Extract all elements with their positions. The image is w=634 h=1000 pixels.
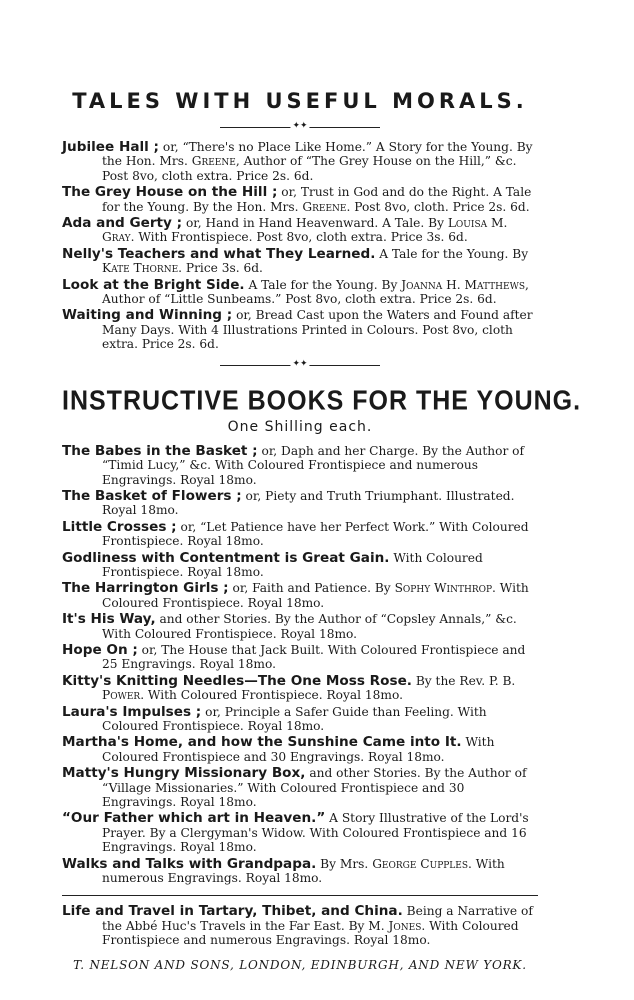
list-item: Hope On ; or, The House that Jack Built. With Coloured Frontispiece and 25 Engravings. Royal 18mo. <box>62 641 526 672</box>
list-item: Waiting and Winning ; or, Bread Cast upon the Waters and Found after Many Days. With 4 Illustrations Printed in Colours. Post 8vo, cloth extra. Price 2s. 6d. <box>62 307 533 352</box>
section-title-tales: TALES WITH USEFUL MORALS. <box>72 89 528 113</box>
list-item: Jubilee Hall ; or, “There's no Place Like Home.” A Story for the Young. By the Hon. Mrs. Greene, Author of “The Grey House on the Hill,” &c. Post 8vo, cloth extra. Price 2s. 6d. <box>62 139 533 183</box>
section-subtitle: One Shilling each. <box>227 418 373 435</box>
section-title-instructive: INSTRUCTIVE BOOKS FOR THE YOUNG. <box>62 384 582 416</box>
list-item: The Babes in the Basket ; or, Daph and her Charge. By the Author of “Timid Lucy,” &c. With Coloured Frontispiece and numerous Engravings. Royal 18mo. <box>62 442 525 487</box>
list-item: Ada and Gerty ; or, Hand in Hand Heavenward. A Tale. By Louisa M. Gray. With Frontispiece. Post 8vo, cloth extra. Price 3s. 6d. <box>62 215 508 245</box>
list-item: The Grey House on the Hill ; or, Trust in God and do the Right. A Tale for the Young. By the Hon. Mrs. Greene. Post 8vo, cloth. Price 2s. 6d. <box>62 184 532 214</box>
catalogue-page <box>62 88 582 972</box>
tales-list <box>62 140 538 352</box>
divider <box>62 895 538 896</box>
list-item: “Our Father which art in Heaven.” A Story Illustrative of the Lord's Prayer. By a Clergyman's Widow. With Coloured Frontispiece and 16 Engravings. Royal 18mo. <box>62 810 529 855</box>
list-item: Walks and Talks with Grandpapa. By Mrs. George Cupples. With numerous Engravings. Royal 18mo. <box>62 855 505 886</box>
list-item: Kitty's Knitting Needles—The One Moss Rose. By the Rev. P. B. Power. With Coloured Frontispiece. Royal 18mo. <box>62 672 516 703</box>
ornamental-rule <box>220 358 380 370</box>
publisher-imprint: T. NELSON AND SONS, LONDON, EDINBURGH, AND NEW YORK. <box>73 957 527 972</box>
ornamental-rule <box>220 121 380 132</box>
ornament-icon: ✦✦ <box>292 358 308 369</box>
list-item: Look at the Bright Side. A Tale for the Young. By Joanna H. Matthews, Author of “Little Sunbeams.” Post 8vo, cloth extra. Price 2s. 6d. <box>62 276 529 307</box>
list-item: Little Crosses ; or, “Let Patience have her Perfect Work.” With Coloured Frontispiece. Royal 18mo. <box>62 518 529 549</box>
list-item: The Harrington Girls ; or, Faith and Patience. By Sophy Winthrop. With Coloured Frontispiece. Royal 18mo. <box>62 580 529 610</box>
list-item: Martha's Home, and how the Sunshine Came into It. With Coloured Frontispiece and 30 Engravings. Royal 18mo. <box>62 734 495 764</box>
list-item: Matty's Hungry Missionary Box, and other Stories. By the Author of “Village Missionaries.” With Coloured Frontispiece and 30 Engravings. Royal 18mo. <box>62 765 527 810</box>
instructive-list <box>62 444 538 886</box>
list-item-final: Life and Travel in Tartary, Thibet, and China. Being a Narrative of the Abbé Huc's Travels in the Far East. By M. Jones. With Coloured Frontispiece and numerous Engravings. Royal 18mo. <box>62 903 533 948</box>
list-item: Nelly's Teachers and what They Learned. A Tale for the Young. By Kate Thorne. Price 3s. 6d. <box>62 245 529 276</box>
ornament-icon: ✦✦ <box>292 121 308 131</box>
list-item: It's His Way, and other Stories. By the Author of “Copsley Annals,” &c. With Coloured Frontispiece. Royal 18mo. <box>62 611 517 641</box>
list-item: Laura's Impulses ; or, Principle a Safer Guide than Feeling. With Coloured Frontispiece. Royal 18mo. <box>62 703 487 733</box>
list-item: Godliness with Contentment is Great Gain. With Coloured Frontispiece. Royal 18mo. <box>62 549 483 579</box>
list-item: The Basket of Flowers ; or, Piety and Truth Triumphant. Illustrated. Royal 18mo. <box>62 487 515 518</box>
